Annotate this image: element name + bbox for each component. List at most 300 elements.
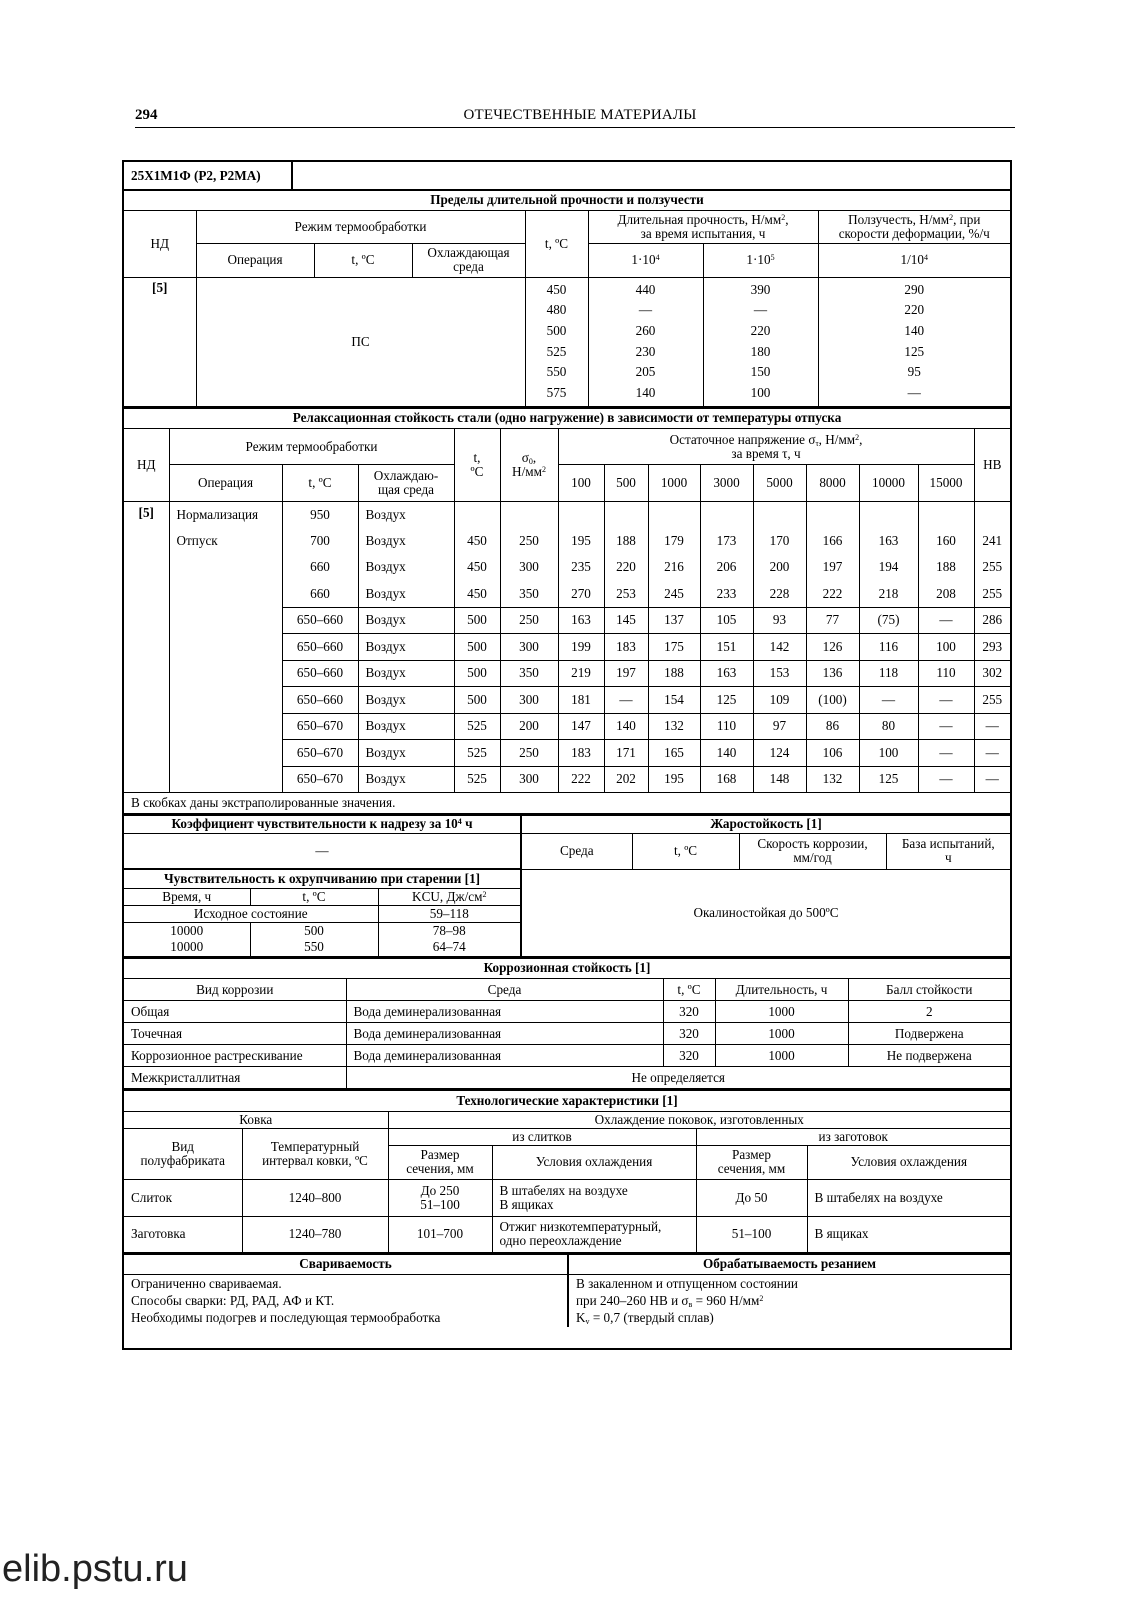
relax-cell: — xyxy=(604,687,648,714)
aging-kcu: 64–74 xyxy=(378,939,521,956)
relax-cell: 300 xyxy=(500,766,558,793)
relax-cell: 175 xyxy=(648,634,700,661)
corrosion-h-dur: Длительность, ч xyxy=(715,979,848,1001)
relax-row xyxy=(124,554,1010,581)
relax-row xyxy=(124,713,1010,740)
grade-table xyxy=(124,162,1010,191)
creep-s2: 180 xyxy=(750,343,771,359)
relax-cell: 100 xyxy=(918,634,974,661)
relax-cell xyxy=(558,502,604,528)
creep-h-nd: НД xyxy=(124,210,196,277)
tech-size-line: 51–100 xyxy=(420,1196,460,1212)
creep-h-creep: Ползучесть, $Н/мм^2$, при скорости деформации, %/ч xyxy=(818,210,1010,243)
creep-c1: — xyxy=(907,384,921,400)
machin-body xyxy=(568,1275,1010,1327)
relax-cell: 950 xyxy=(282,502,358,528)
tech-kind: Слиток xyxy=(124,1179,242,1216)
relax-cell: 145 xyxy=(604,607,648,634)
relax-cell: 194 xyxy=(859,554,918,581)
relax-cell: 450 xyxy=(454,528,500,555)
relax-h-time: 5000 xyxy=(753,465,806,502)
creep-s2: 390 xyxy=(750,281,771,297)
relax-cell: 137 xyxy=(648,607,700,634)
relax-cell: 200 xyxy=(500,713,558,740)
relax-cell: 106 xyxy=(806,740,859,767)
relax-cell: — xyxy=(859,687,918,714)
tech-h-forging: Ковка xyxy=(124,1111,388,1128)
relax-cell: 170 xyxy=(753,528,806,555)
relax-cell xyxy=(169,766,282,793)
creep-s1: 230 xyxy=(635,343,656,359)
notch-title: Коэффициент чувствительности к надрезу за $10^4$ ч xyxy=(124,815,521,833)
relax-cell: 293 xyxy=(974,634,1010,661)
relax-cell: 116 xyxy=(859,634,918,661)
relax-cell: Воздух xyxy=(358,766,454,793)
relax-cell: — xyxy=(974,766,1010,793)
creep-s1: 260 xyxy=(635,322,656,338)
relax-cell: 188 xyxy=(918,554,974,581)
relax-h-time: 1000 xyxy=(648,465,700,502)
tech-size-line: До 250 xyxy=(420,1182,460,1198)
creep-h-strength: Длительная прочность, $Н/мм^2$, за время испытания, ч xyxy=(588,210,818,243)
relax-rows xyxy=(124,502,1010,793)
relax-cell: (75) xyxy=(859,607,918,634)
relax-cell xyxy=(169,634,282,661)
tech-title: Технологические характеристики [1] xyxy=(124,1090,1010,1111)
notch-value: — xyxy=(124,833,521,869)
relax-cell: Воздух xyxy=(358,687,454,714)
aging-h-time: Время, ч xyxy=(124,888,250,905)
relax-h-sigma0: $\sigma_0$, $Н/мм^2$ xyxy=(500,429,558,502)
relax-h-hb: НВ xyxy=(974,429,1010,502)
corrosion-dur: 1000 xyxy=(715,1045,848,1067)
relax-cell xyxy=(169,713,282,740)
relax-cell: — xyxy=(918,607,974,634)
watermark: elib.pstu.ru xyxy=(2,1548,188,1590)
corrosion-h-env: Среда xyxy=(346,979,663,1001)
machin-line: при 240–260 НВ и $\sigma_в = 960$ $Н/мм^2$ xyxy=(576,1293,764,1310)
relax-cell: 253 xyxy=(604,581,648,608)
corrosion-not-determined: Не определяется xyxy=(346,1067,1010,1089)
aging-h-t: t, ºС xyxy=(250,888,378,905)
relax-cell: Воздух xyxy=(358,554,454,581)
relax-cell xyxy=(859,502,918,528)
relax-cell: — xyxy=(918,766,974,793)
relax-cell: 450 xyxy=(454,581,500,608)
relax-cell: 165 xyxy=(648,740,700,767)
heat-value: Окалиностойкая до 500ºС xyxy=(521,869,1010,956)
relax-table xyxy=(124,407,1010,815)
relax-cell xyxy=(974,502,1010,528)
relax-cell: 302 xyxy=(974,660,1010,687)
creep-h-t: t, ºС xyxy=(314,243,412,277)
tech-kind: Заготовка xyxy=(124,1216,242,1252)
relax-cell: 650–670 xyxy=(282,713,358,740)
tech-cond xyxy=(492,1179,696,1216)
relax-h-resid: Остаточное напряжение $\sigma_\tau$, $Н/мм^2$, за время τ, ч xyxy=(558,429,974,465)
relax-h-mode: Режим термообработки xyxy=(169,429,454,465)
relax-h-t: t, ºС xyxy=(282,465,358,502)
creep-s1: 440 xyxy=(635,281,656,297)
machin-title: Обрабатываемость резанием xyxy=(568,1254,1010,1275)
relax-cell: 660 xyxy=(282,581,358,608)
relax-cell: 286 xyxy=(974,607,1010,634)
relax-cell: 255 xyxy=(974,687,1010,714)
tech-cond-line: одно переохлаждение xyxy=(499,1233,622,1249)
relax-cell: 235 xyxy=(558,554,604,581)
heat-h-t: t, ºС xyxy=(632,833,739,869)
relax-cell: 163 xyxy=(558,607,604,634)
relax-h-op: Операция xyxy=(169,465,282,502)
relax-note: В скобках даны экстраполированные значения. xyxy=(124,793,1010,814)
relax-cell: 500 xyxy=(454,634,500,661)
creep-s2: 220 xyxy=(750,322,771,338)
relax-cell: 105 xyxy=(700,607,753,634)
creep-nd: [5] xyxy=(124,277,196,406)
relax-cell xyxy=(169,607,282,634)
relax-cell: 183 xyxy=(558,740,604,767)
corrosion-title: Коррозионная стойкость [1] xyxy=(124,958,1010,979)
relax-cell: 660 xyxy=(282,554,358,581)
relax-cell: 219 xyxy=(558,660,604,687)
tech-size: 101–700 xyxy=(388,1216,492,1252)
relax-cell: 300 xyxy=(500,554,558,581)
relax-cell: Воздух xyxy=(358,502,454,528)
relax-cell: 228 xyxy=(753,581,806,608)
creep-s2: 100 xyxy=(750,384,771,400)
relax-title: Релаксационная стойкость стали (одно нагружение) в зависимости от температуры отпуска xyxy=(124,408,1010,429)
creep-temp: 525 xyxy=(546,343,567,359)
tech-cond xyxy=(492,1216,696,1252)
relax-cell: 233 xyxy=(700,581,753,608)
relax-cell: 163 xyxy=(700,660,753,687)
creep-s2: 150 xyxy=(750,364,771,380)
machin-line: $K_v = 0,7$ (твердый сплав) xyxy=(576,1310,714,1327)
corrosion-t: 320 xyxy=(663,1001,715,1023)
relax-cell: 250 xyxy=(500,740,558,767)
creep-s1-values xyxy=(588,277,703,406)
tech-range: 1240–800 xyxy=(242,1179,388,1216)
creep-h-cool: Охлаждающая среда xyxy=(412,243,525,277)
relax-cell: 350 xyxy=(500,660,558,687)
relax-cell: 142 xyxy=(753,634,806,661)
tech-cond-line: В штабелях на воздухе xyxy=(499,1182,628,1198)
tech-h-size: Размер сечения, мм xyxy=(388,1145,492,1179)
steel-grade: 25Х1М1Ф (Р2, Р2МА) xyxy=(124,162,292,190)
relax-h-time: 3000 xyxy=(700,465,753,502)
relax-cell: 300 xyxy=(500,687,558,714)
creep-mode: ПС xyxy=(196,277,525,406)
relax-cell: 77 xyxy=(806,607,859,634)
relax-cell xyxy=(169,660,282,687)
corrosion-env: Вода деминерализованная xyxy=(346,1023,663,1045)
tech-h-range: Температурный интервал ковки, ºС xyxy=(242,1128,388,1179)
relax-cell: 132 xyxy=(648,713,700,740)
creep-c1: 220 xyxy=(904,302,925,318)
weld-line: Необходимы подогрев и последующая термообработка xyxy=(131,1310,441,1326)
relax-cell: Воздух xyxy=(358,634,454,661)
relax-cell: 148 xyxy=(753,766,806,793)
relax-cell: Воздух xyxy=(358,528,454,555)
relax-cell: 650–670 xyxy=(282,766,358,793)
relax-h-time: 8000 xyxy=(806,465,859,502)
relax-cell: 168 xyxy=(700,766,753,793)
corrosion-h-score: Балл стойкости xyxy=(848,979,1010,1001)
creep-s1: 140 xyxy=(635,384,656,400)
relax-cell: — xyxy=(918,687,974,714)
relax-cell: 179 xyxy=(648,528,700,555)
creep-table xyxy=(124,191,1010,407)
creep-temp: 550 xyxy=(546,364,567,380)
weld-line: Ограниченно свариваемая. xyxy=(131,1276,282,1292)
tech-bcond: В штабелях на воздухе xyxy=(807,1179,1010,1216)
relax-cell: 255 xyxy=(974,554,1010,581)
creep-temp: 450 xyxy=(546,281,567,297)
relax-cell xyxy=(753,502,806,528)
relax-row xyxy=(124,634,1010,661)
steel-datasheet xyxy=(122,160,1012,1350)
aging-h-kcu: KCU, $Дж/см^2$ xyxy=(378,888,521,905)
relax-cell: Воздух xyxy=(358,581,454,608)
relax-cell: 195 xyxy=(648,766,700,793)
corrosion-dur: 1000 xyxy=(715,1001,848,1023)
relax-cell: 525 xyxy=(454,713,500,740)
weld-line: Способы сварки: РД, РАД, АФ и КТ. xyxy=(131,1293,335,1309)
relax-cell: 110 xyxy=(700,713,753,740)
relax-cell: — xyxy=(974,713,1010,740)
relax-cell: 222 xyxy=(558,766,604,793)
corrosion-h-type: Вид коррозии xyxy=(124,979,346,1001)
corrosion-type: Точечная xyxy=(124,1023,346,1045)
relax-cell: 166 xyxy=(806,528,859,555)
relax-cell: 124 xyxy=(753,740,806,767)
relax-h-cool: Охлаждаю- щая среда xyxy=(358,465,454,502)
relax-row xyxy=(124,687,1010,714)
relax-cell: 140 xyxy=(700,740,753,767)
tech-h-blanks: из заготовок xyxy=(696,1128,1010,1145)
creep-h-op: Операция xyxy=(196,243,314,277)
corrosion-t: 320 xyxy=(663,1023,715,1045)
relax-cell: 154 xyxy=(648,687,700,714)
heat-h-rate: Скорость коррозии, мм/год xyxy=(739,833,886,869)
corrosion-table xyxy=(124,957,1010,1090)
relax-cell: 151 xyxy=(700,634,753,661)
relax-cell: 222 xyxy=(806,581,859,608)
relax-cell xyxy=(169,687,282,714)
relax-cell xyxy=(604,502,648,528)
header-rule xyxy=(135,127,1015,128)
relax-h-time: 10000 xyxy=(859,465,918,502)
relax-cell: 300 xyxy=(500,634,558,661)
creep-c1: 140 xyxy=(904,322,925,338)
creep-temps xyxy=(525,277,588,406)
corrosion-dur: 1000 xyxy=(715,1023,848,1045)
relax-cell: 80 xyxy=(859,713,918,740)
aging-t: 550 xyxy=(250,939,378,956)
relax-cell: 250 xyxy=(500,528,558,555)
relax-h-time: 100 xyxy=(558,465,604,502)
creep-c1-values xyxy=(818,277,1010,406)
relax-cell: 525 xyxy=(454,766,500,793)
relax-cell: 350 xyxy=(500,581,558,608)
aging-title: Чувствительность к охрупчиванию при старении [1] xyxy=(124,869,521,888)
tech-h-ingots: из слитков xyxy=(388,1128,696,1145)
creep-c1: 290 xyxy=(904,281,925,297)
creep-h-s1: $1\cdot 10^4$ xyxy=(588,243,703,277)
relax-cell: 118 xyxy=(859,660,918,687)
relax-cell: 700 xyxy=(282,528,358,555)
relax-cell: (100) xyxy=(806,687,859,714)
relax-nd: [5] xyxy=(124,502,169,793)
creep-title: Пределы длительной прочности и ползучести xyxy=(124,191,1010,210)
relax-cell: 125 xyxy=(700,687,753,714)
relax-cell: 160 xyxy=(918,528,974,555)
relax-cell: 650–660 xyxy=(282,634,358,661)
relax-cell: 132 xyxy=(806,766,859,793)
relax-cell: 650–660 xyxy=(282,660,358,687)
heat-h-env: Среда xyxy=(521,833,632,869)
relax-cell: Воздух xyxy=(358,713,454,740)
relax-cell: 171 xyxy=(604,740,648,767)
relax-cell: 241 xyxy=(974,528,1010,555)
relax-cell: 220 xyxy=(604,554,648,581)
relax-cell: 216 xyxy=(648,554,700,581)
corrosion-type: Общая xyxy=(124,1001,346,1023)
relax-cell: 245 xyxy=(648,581,700,608)
aging-kcu: 78–98 xyxy=(378,922,521,939)
page-header-title: ОТЕЧЕСТВЕННЫЕ МАТЕРИАЛЫ xyxy=(463,107,697,123)
aging-time: 10000 xyxy=(124,939,250,956)
relax-cell: 188 xyxy=(648,660,700,687)
aging-t: 500 xyxy=(250,922,378,939)
tech-size xyxy=(388,1179,492,1216)
weld-machin-table xyxy=(124,1253,1010,1327)
creep-h-temp: t, ºС xyxy=(525,210,588,277)
weld-body xyxy=(124,1275,568,1327)
relax-cell: Нормализация xyxy=(169,502,282,528)
relax-cell xyxy=(806,502,859,528)
relax-cell: Отпуск xyxy=(169,528,282,555)
relax-cell: 202 xyxy=(604,766,648,793)
corrosion-env: Вода деминерализованная xyxy=(346,1045,663,1067)
relax-cell: — xyxy=(918,713,974,740)
relax-cell: 525 xyxy=(454,740,500,767)
corrosion-h-t: t, ºС xyxy=(663,979,715,1001)
relax-cell xyxy=(169,554,282,581)
relax-cell: 86 xyxy=(806,713,859,740)
creep-s2: — xyxy=(753,302,768,318)
tech-cond-line: Отжиг низкотемпературный, xyxy=(499,1219,662,1235)
relax-cell: 250 xyxy=(500,607,558,634)
relax-cell: 218 xyxy=(859,581,918,608)
relax-row xyxy=(124,766,1010,793)
relax-cell: 173 xyxy=(700,528,753,555)
relax-h-nd: НД xyxy=(124,429,169,502)
relax-cell: Воздух xyxy=(358,740,454,767)
relax-row xyxy=(124,740,1010,767)
relax-cell: 183 xyxy=(604,634,648,661)
creep-temp: 500 xyxy=(546,322,567,338)
machin-line: В закаленном и отпущенном состоянии xyxy=(576,1276,798,1292)
corrosion-type: Коррозионное растрескивание xyxy=(124,1045,346,1067)
relax-cell: 200 xyxy=(753,554,806,581)
relax-cell: 450 xyxy=(454,554,500,581)
relax-cell: 126 xyxy=(806,634,859,661)
aging-initial-value: 59–118 xyxy=(378,905,521,922)
relax-cell: Воздух xyxy=(358,660,454,687)
creep-c1: 125 xyxy=(904,343,925,359)
tech-h-cooling: Охлаждение поковок, изготовленных xyxy=(388,1111,1010,1128)
relax-cell: — xyxy=(918,740,974,767)
creep-h-mode: Режим термообработки xyxy=(196,210,525,243)
tech-bsize: До 50 xyxy=(696,1179,807,1216)
relax-cell: 270 xyxy=(558,581,604,608)
relax-cell: 136 xyxy=(806,660,859,687)
creep-s1: — xyxy=(638,302,653,318)
aging-initial-label: Исходное состояние xyxy=(124,905,378,922)
relax-cell: Воздух xyxy=(358,607,454,634)
relax-cell: 500 xyxy=(454,607,500,634)
relax-cell: 125 xyxy=(859,766,918,793)
weld-title: Свариваемость xyxy=(124,1254,568,1275)
relax-cell: 188 xyxy=(604,528,648,555)
relax-row xyxy=(124,502,1010,528)
tech-cond-line: В ящиках xyxy=(499,1196,554,1212)
relax-cell xyxy=(500,502,558,528)
relax-cell: 93 xyxy=(753,607,806,634)
tech-bsize: 51–100 xyxy=(696,1216,807,1252)
relax-cell xyxy=(648,502,700,528)
corrosion-score: Не подвержена xyxy=(848,1045,1010,1067)
creep-s1: 205 xyxy=(635,364,656,380)
creep-h-c1: $1/10^4$ xyxy=(818,243,1010,277)
creep-temp: 480 xyxy=(546,302,567,318)
relax-row xyxy=(124,581,1010,608)
heat-title: Жаростойкость [1] xyxy=(521,815,1010,833)
tech-h-kind: Вид полуфабриката xyxy=(124,1128,242,1179)
relax-row xyxy=(124,607,1010,634)
relax-cell: 110 xyxy=(918,660,974,687)
relax-cell: 100 xyxy=(859,740,918,767)
relax-row xyxy=(124,528,1010,555)
relax-cell: 650–660 xyxy=(282,687,358,714)
corrosion-type: Межкристаллитная xyxy=(124,1067,346,1089)
relax-cell xyxy=(700,502,753,528)
relax-cell: 109 xyxy=(753,687,806,714)
corrosion-score: Подвержена xyxy=(848,1023,1010,1045)
relax-cell: 147 xyxy=(558,713,604,740)
relax-cell: 197 xyxy=(806,554,859,581)
tech-h-cond: Условия охлаждения xyxy=(492,1145,696,1179)
relax-row xyxy=(124,660,1010,687)
relax-cell: 195 xyxy=(558,528,604,555)
relax-cell: 206 xyxy=(700,554,753,581)
tech-bcond: В ящиках xyxy=(807,1216,1010,1252)
tech-range: 1240–780 xyxy=(242,1216,388,1252)
tech-h-bsize: Размер сечения, мм xyxy=(696,1145,807,1179)
relax-h-time: 15000 xyxy=(918,465,974,502)
relax-cell: 181 xyxy=(558,687,604,714)
aging-time: 10000 xyxy=(124,922,250,939)
heat-h-base: База испытаний, ч xyxy=(886,833,1010,869)
tech-table xyxy=(124,1089,1010,1253)
relax-h-time: 500 xyxy=(604,465,648,502)
relax-cell: 650–670 xyxy=(282,740,358,767)
relax-cell: 140 xyxy=(604,713,648,740)
relax-cell: 199 xyxy=(558,634,604,661)
corrosion-env: Вода деминерализованная xyxy=(346,1001,663,1023)
creep-s2-values xyxy=(703,277,818,406)
